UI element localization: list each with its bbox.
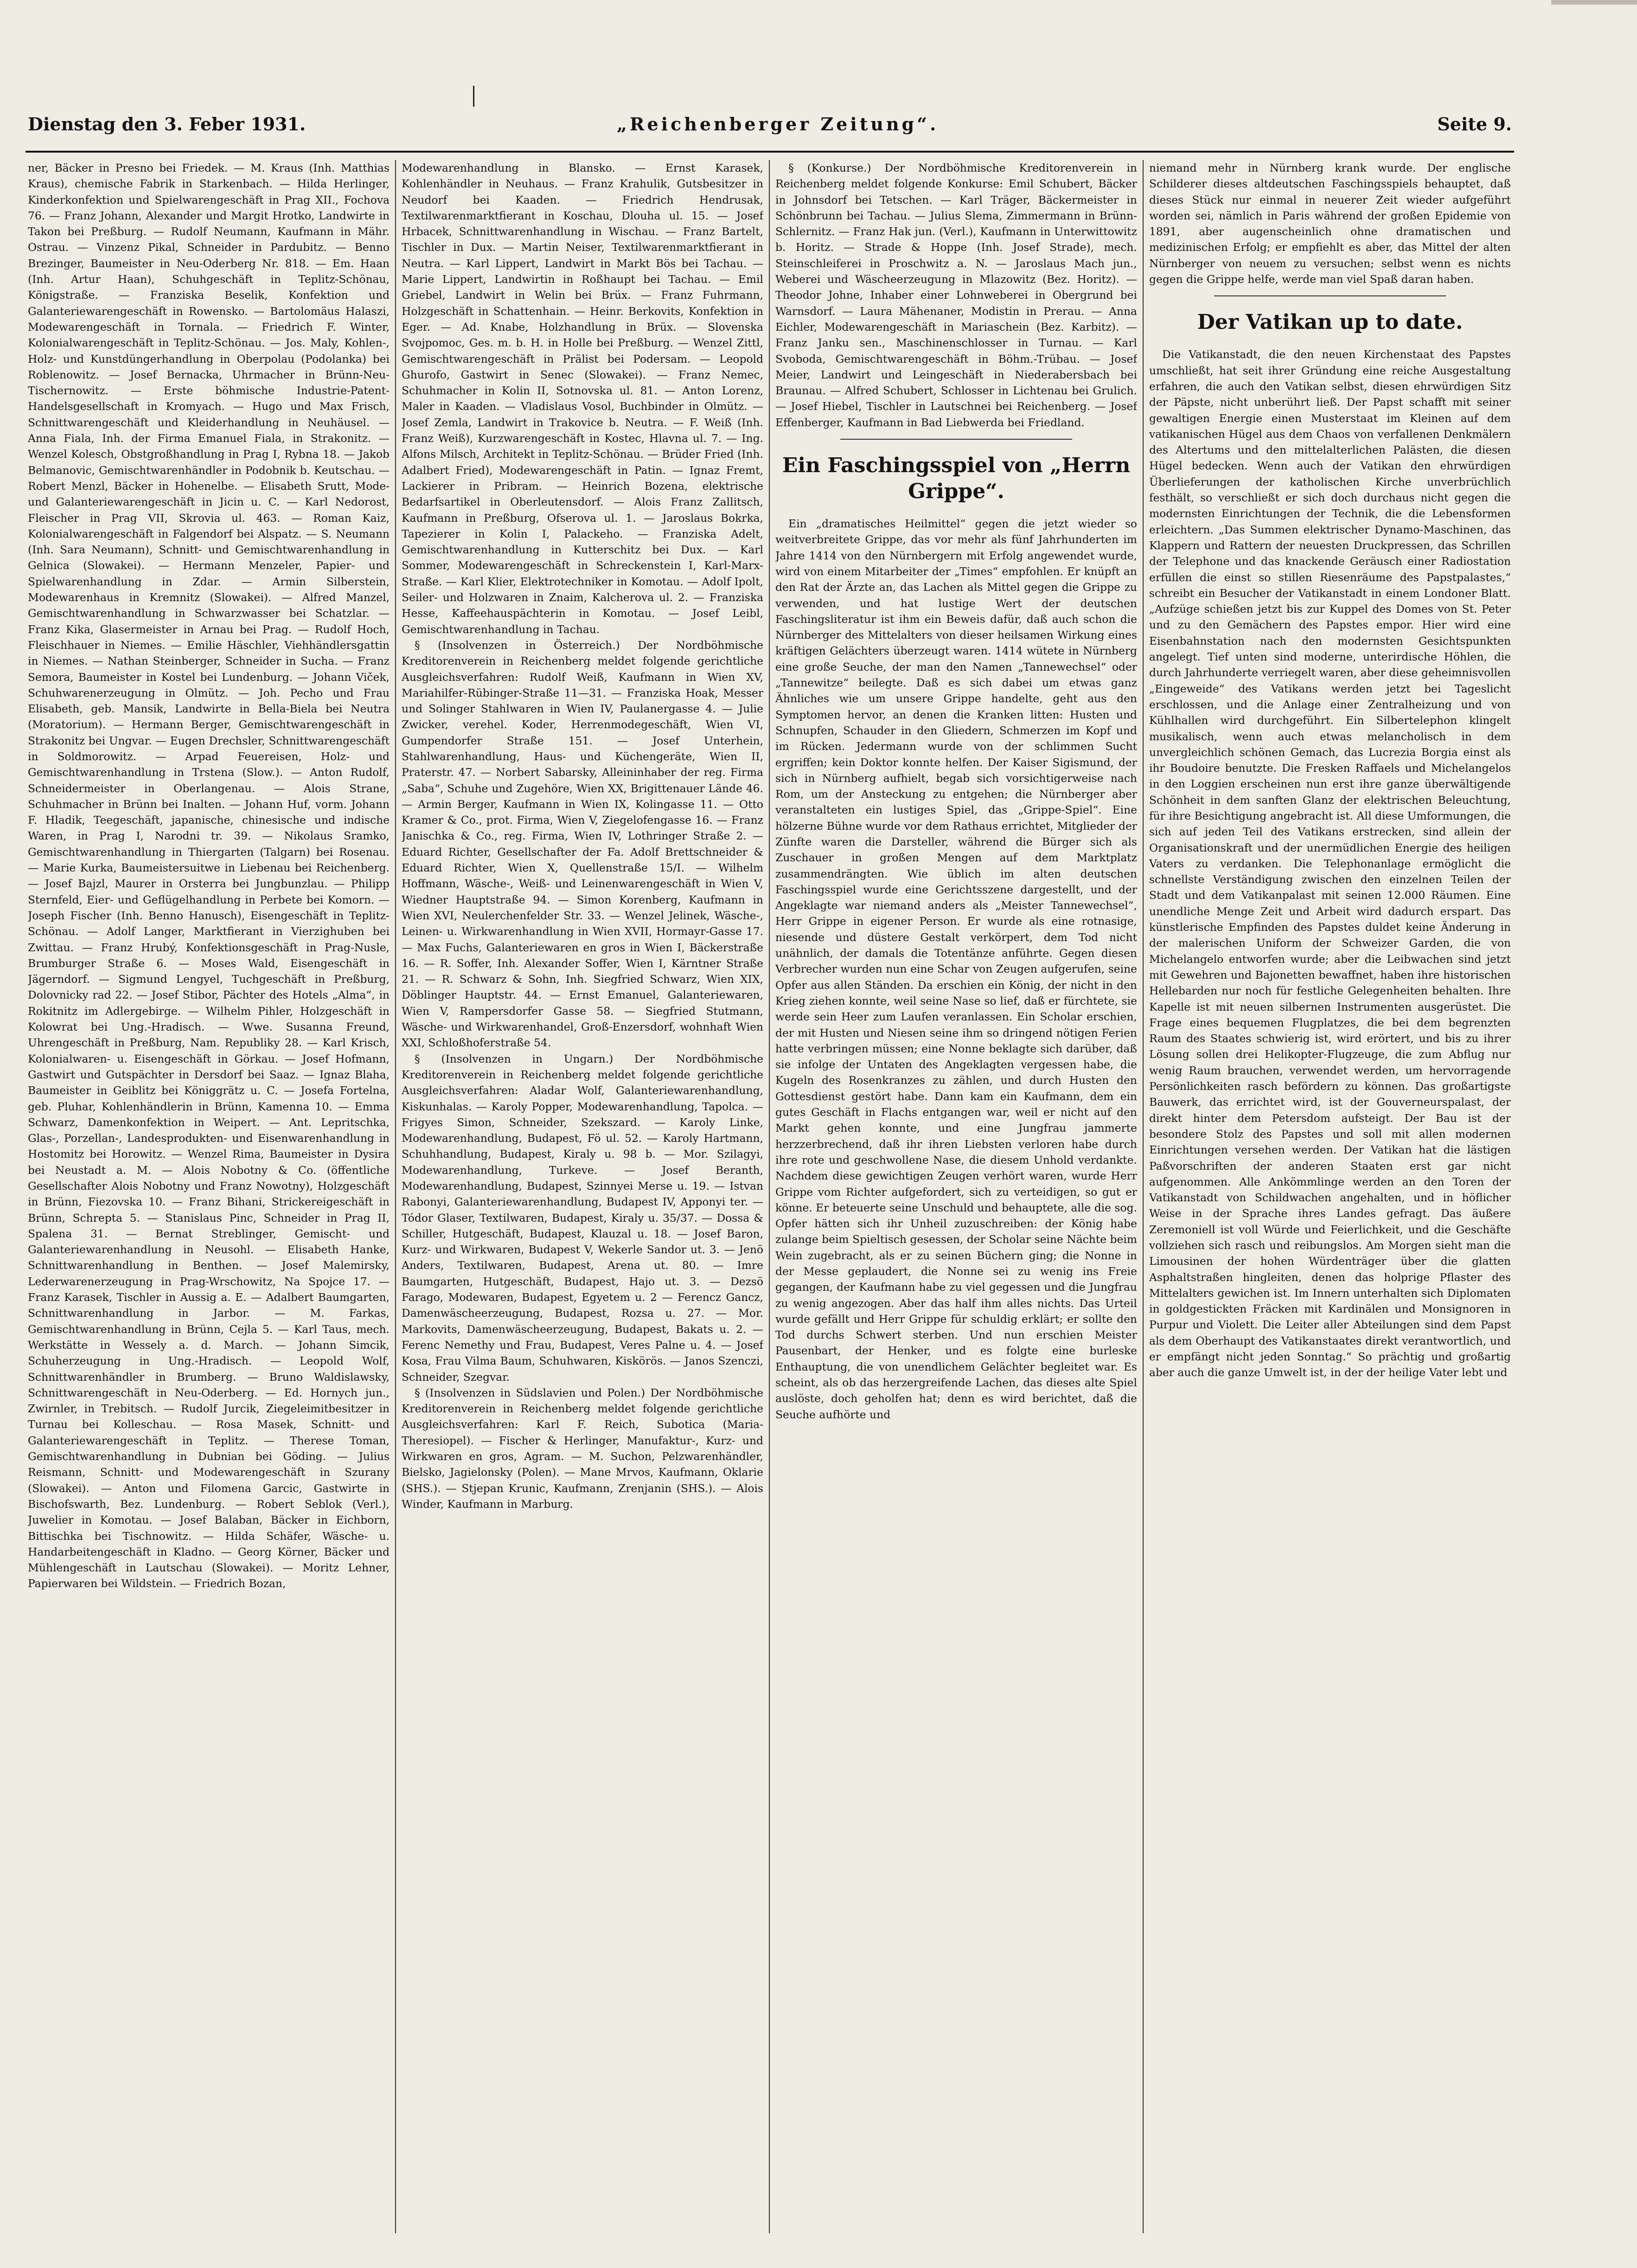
column-1-paragraph: ner, Bäcker in Presno bei Friedek. — M. Kraus (Inh. Matthias Kraus), chemische Fabrik in Starkenbach. — Hilda Herlinger, Kinderkonfektion und Spielwarengeschäft in Prag XII., Fochova 76. — Franz Johann, Alexander und Margit Hrotko, Landwirte in Takon bei Preßburg. — Rudolf Neumann, Kaufmann in Mähr. Ostrau. — Vinzenz Pikal, Schneider in Pardubitz. — Benno Brezinger, Baumeister in Neu-Oderberg Nr. 818. — Em. Haan (Inh. Artur Haan), Schuhgeschäft in Teplitz-Schönau, Königstraße. — Franziska Beselik, Konfektion und Galanteriewarengeschäft in Rowensko. — Bartolomäus Halaszi, Modewarengeschäft in Tornala. — Friedrich F. Winter, Kolonialwarengeschäft in Teplitz-Schönau. — Jos. Maly, Kohlen-, Holz- und Kunstdüngerhandlung in Oberpolau (Podolanka) bei Roblenowitz. — Josef Bernacka, Uhrmacher in Brünn-Neu-Tischernowitz. — Erste böhmische Industrie-Patent-Handelsgesellschaft in Kromyach. — Hugo und Max Frisch, Schnittwarengeschäft und Kleiderhandlung in Neuhäusel. — Anna Fiala, Inh. der Firma Emanuel Fiala, in Strakonitz. — Wenzel Kolesch, Obstgroßhandlung in Prag I, Rybna 18. — Jakob Belmanovic, Gemischtwarenhändler in Podobnik b. Keutschau. — Robert Menzl, Bäcker in Hohenelbe. — Elisabeth Srutt, Mode- und Galanteriewarengeschäft in Jicin u. C. — Karl Nedorost, Fleischer in Prag VII, Skrovia ul. 463. — Roman Kaiz, Kolonialwarengeschäft in Falgendorf bei Alspatz. — S. Neumann (Inh. Sara Neumann), Schnitt- und Gemischtwarenhandlung in Gelnica (Slowakei). — Hermann Menzeler, Papier- und Spielwarenhandlung in Zdar. — Armin Silberstein, Modewarenhaus in Kremnitz (Slowakei). — Alfred Manzel, Gemischtwarenhandlung in Schwarzwasser bei Schatzlar. — Franz Kika, Glasermeister in Arnau bei Prag. — Rudolf Hoch, Fleischhauer in Niemes. — Emilie Häschler, Viehhändlersgattin in Niemes. — Nathan Steinberger, Schneider in Sucha. — Franz Semora, Baumeister in Kostel bei Lundenburg. — Johann Viček, Schuhwarenerzeugung in Olmütz. — Joh. Pecho und Frau Elisabeth, geb. Mansik, Landwirte in Bella-Biela bei Neutra (Moratorium). — Hermann Berger, Gemischtwarengeschäft in Strakonitz bei Ungvar. — Eugen Drechsler, Schnittwarengeschäft in Soldmorowitz. — Arpad Feuereisen, Holz- und Gemischtwarenhandlung in Trstena (Slow.). — Anton Rudolf, Schneidermeister in Oberlangenau. — Alois Strane, Schuhmacher in Brünn bei Inalten. — Johann Huf, vorm. Johann F. Hladik, Teegeschäft, japanische, chinesische und indische Waren, in Prag I, Narodni tr. 39. — Nikolaus Sramko, Gemischtwarenhandlung in Thiergarten (Talgarn) bei Rosenau. — Marie Kurka, Baumeistersuitwe in Liebenau bei Reichenberg. — Josef Bajzl, Maurer in Orsterra bei Jungbunzlau. — Philipp Sternfeld, Eier- und Geflügelhandlung in Perbete bei Komorn. — Joseph Fischer (Inh. Benno Hanusch), Eisengeschäft in Teplitz-Schönau. — Adolf Langer, Marktfierant in Vierzighuben bei Zwittau. — Franz Hrubý, Konfektionsgeschäft in Prag-Nusle, Brumburger Straße 6. — Moses Wald, Eisengeschäft in Jägerndorf. — Sigmund Lengyel, Tuchgeschäft in Preßburg, Dolovnicky rad 22. — Josef Stibor, Pächter des Hotels „Alma“, in Rokitnitz im Adlergebirge. — Wilhelm Pihler, Holzgeschäft in Kolowrat bei Ung.-Hradisch. — Wwe. Susanna Freund, Uhrengeschäft in Preßburg, Nam. Republiky 28. — Karl Krisch, Kolonialwaren- u. Eisengeschäft in Görkau. — Josef Hofmann, Gastwirt und Gutspächter in Dersdorf bei Saaz. — Ignaz Blaha, Baumeister in Geiblitz bei Königgrätz u. C. — Josefa Fortelna, geb. Pluhar, Kohlenhändlerin in Brünn, Kamenna 10. — Emma Schwarz, Damenkonfektion in Weipert. — Ant. Lepritschka, Glas-, Porzellan-, Landesprodukten- und Eisenwarenhandlung in Hostomitz bei Horowitz. — Wenzel Rima, Baumeister in Dysira bei Neustadt a. M. — Alois Nobotny & Co. (öffentliche Gesellschafter Alois Nobotny und Franz Nowotny), Holzgeschäft in Brünn, Fiezovska 10. — Franz Bihani, Strickereigeschäft in Brünn, Schrepta 5. — Stanislaus Pinc, Schneider in Prag II, Spalena 31. — Bernat Streblinger, Gemischt- und Galanteriewarenhandlung in Neusohl. — Elisabeth Hanke, Schnittwarenhandlung in Benthen. — Josef Malemirsky, Lederwarenerzeugung in Prag-Wrschowitz, Na Spojce 17. — Franz Karasek, Tischler in Aussig a. E. — Adalbert Baumgarten, Schnittwarenhandlung in Jarbor. — M. Farkas, Gemischtwarenhandlung in Brünn, Cejla 5. — Karl Taus, mech. Werkstätte in Wessely a. d. March. — Johann Simcik, Schuherzeugung in Ung.-Hradisch. — Leopold Wolf, Schnittwarenhändler in Brumberg. — Bruno Waldislawsky, Schnittwarengeschäft in Neu-Oderberg. — Ed. Hornych jun., Zwirnler, in Trebitsch. — Rudolf Jurcik, Ziegeleimitbesitzer in Turnau bei Kolleschau. — Rosa Masek, Schnitt- und Galanteriewarengeschäft in Teplitz. — Therese Toman, Gemischtwarenhandlung in Dubnian bei Göding. — Julius Reismann, Schnitt- und Modewarengeschäft in Szurany (Slowakei). — Anton und Filomena Garcic, Gastwirte in Bischofswarth, Bez. Lundenburg. — Robert Seblok (Verl.), Juwelier in Komotau. — Josef Balaban, Bäcker in Eichborn, Bittischka bei Tischnowitz. — Hilda Schäfer, Wäsche- u. Handarbeitengeschäft in Kladno. — Georg Körner, Bäcker und Mühlengeschäft in Lautschau (Slowakei). — Moritz Lehner, Papierwaren bei Wildstein. — Friedrich Bozan, [28, 161, 390, 1590]
column-4-article-paragraph: Die Vatikanstadt, die den neuen Kirchenstaat des Papstes umschließt, hat seit ihrer Gründung eine reiche Ausgestaltung erfahren, die auch den Vatikan selbst, diesen ehrwürdigen Sitz der Päpste, nicht unberührt ließ. Der Papst schafft mit seiner gewaltigen Energie einen Musterstaat im Kleinen auf dem vatikanischen Hügel aus dem Chaos von verfallenen Denkmälern des Altertums und den mittelalterlichen Palästen, die diesen Hügel bedecken. Wenn auch der Vatikan den ehrwürdigen Überlieferungen der katholischen Kirche unverbrüchlich festhält, so verschließt er sich doch durchaus nicht gegen die modernsten Einrichtungen der Technik, die die Lebensformen erleichtern. „Das Summen elektrischer Dynamo-Maschinen, das Klappern und Rattern der neuesten Druckpressen, das Schrillen der Telephone und das knackende Geräusch einer Radiostation erfüllen die einst so stillen Riesenräume des Papstpalastes,“ schreibt ein Besucher der Vatikanstadt in einem Londoner Blatt. „Aufzüge schießen jetzt bis zur Kuppel des Domes von St. Peter und zu den Gemächern des Papstes empor. Hier wird eine Eisenbahnstation nach den modernsten Gesichtspunkten angelegt. Tief unten sind moderne, unterirdische Höhlen, die durch Jahrhunderte verriegelt waren, aber diese geheimnisvollen „Eingeweide“ des Vatikans werden jetzt bei Tageslicht erschlossen, und die Anlage einer Zentralheizung und von Kühlhallen wird durchgeführt. Ein Silbertelephon klingelt musikalisch, wenn auch etwas melancholisch in dem unvergleichlich schönen Gemach, das Lucrezia Borgia einst als ihr Boudoire benutzte. Die Fresken Raffaels und Michelangelos in den Loggien erscheinen nun erst ihre ganze überwältigende Schönheit in dem sanften Glanz der elektrischen Beleuchtung, für ihre Besichtigung angebracht ist. All diese Umformungen, die sich auf jeden Teil des Vatikans erstrecken, sind allein der Organisationskraft und der unermüdlichen Energie des heiligen Vaters zu verdanken. Die Telephonanlage ermöglicht die schnellste Verständigung zwischen den einzelnen Teilen der Stadt und dem Vatikanpalast mit seinen 12.000 Räumen. Eine unendliche Menge Zeit und Arbeit wird dadurch erspart. Das künstlerische Empfinden des Papstes duldet keine Änderung in der malerischen Uniform der Schweizer Garden, die von Michelangelo entworfen wurde; aber die Leibwachen sind jetzt mit Gewehren und Bajonetten bewaffnet, haben ihre historischen Hellebarden nur noch für festliche Gelegenheiten behalten. Ihre Kapelle ist mit neuen silbernen Instrumenten ausgerüstet. Die Frage eines bequemen Flugplatzes, die bei dem begrenzten Raum des Staates schwierig ist, wird erörtert, und bis zu ihrer Lösung sollen drei Helikopter-Flugzeuge, die zum Abflug nur wenig Raum brauchen, verwendet werden, um hervorragende Persönlichkeiten rasch befördern zu können. Das großartigste Bauwerk, das errichtet wird, ist der Gouverneurspalast, der direkt hinter dem Petersdom aufsteigt. Der Bau ist der besondere Stolz des Papstes und soll mit allen modernen Einrichtungen versehen werden. Der Vatikan hat die lästigen Paßvorschriften der anderen Staaten erst gar nicht aufgenommen. Alle Ankömmlinge werden an den Toren der Vatikanstadt von Schildwachen angehalten, und in höflicher Weise in der Sprache ihres Landes gefragt. Das äußere Zeremoniell ist voll Würde und Feierlichkeit, und die Geschäfte vollziehen sich rasch und reibungslos. Am Morgen sieht man die Limousinen der hohen Würdenträger über die glatten Asphaltstraßen hingleiten, denen das holprige Pflaster des Mittelalters gewichen ist. Im Innern unterhalten sich Diplomaten in goldgestickten Fräcken mit Kardinälen und Monsignoren in Purpur und Violett. Die Leiter aller Abteilungen sind dem Papst als dem Oberhaupt des Vatikanstaates direkt verantwortlich, und er empfängt nicht jeden Sonntag.“ So prächtig und großartig aber auch die ganze Umwelt ist, in der der heilige Vater lebt und [1149, 348, 1511, 1379]
column-2-paragraph: Modewarenhandlung in Blansko. — Ernst Karasek, Kohlenhändler in Neuhaus. — Franz Krahulik, Gutsbesitzer in Neudorf bei Kaaden. — Friedrich Hendrusak, Textilwarenmarktfierant in Koschau, Dlouha ul. 15. — Josef Hrbacek, Schnittwarenhandlung in Wischau. — Franz Bartelt, Tischler in Dux. — Martin Neiser, Textilwarenmarktfierant in Neutra. — Karl Lippert, Landwirt in Markt Bös bei Tachau. — Marie Lippert, Landwirtin in Roßhaupt bei Tachau. — Emil Griebel, Landwirt in Welin bei Brüx. — Franz Fuhrmann, Holzgeschäft in Schattenhain. — Heinr. Berkovits, Konfektion in Eger. — Ad. Knabe, Holzhandlung in Brüx. — Slovenska Svojpomoc, Ges. m. b. H. in Holle bei Preßburg. — Wenzel Zittl, Gemischtwarengeschäft in Prälist bei Podersam. — Leopold Ghurofo, Gastwirt in Senec (Slowakei). — Franz Nemec, Schuhmacher in Kolin II, Sotnovska ul. 81. — Anton Lorenz, Maler in Kaaden. — Vladislaus Vosol, Buchbinder in Olmütz. — Josef Zemla, Landwirt in Trakovice b. Neutra. — F. Weiß (Inh. Franz Weiß), Kurzwarengeschäft in Kostec, Hlavna ul. 7. — Ing. Alfons Milsch, Architekt in Teplitz-Schönau. — Brüder Fried (Inh. Adalbert Fried), Modewarengeschäft in Patin. — Ignaz Fremt, Lackierer in Pribram. — Heinrich Bozena, elektrische Bedarfsartikel in Oberleutensdorf. — Alois Franz Zallitsch, Kaufmann in Preßburg, Ofserova ul. 1. — Jaroslaus Bokrka, Tapezierer in Kolin I, Palackeho. — Franziska Adelt, Gemischtwarenhandlung in Kutterschitz bei Dux. — Karl Sommer, Modewarengeschäft in Schreckenstein I, Karl-Marx-Straße. — Karl Klier, Elektrotechniker in Komotau. — Adolf Ipolt, Seiler- und Holzwaren in Znaim, Kalcherova ul. 2. — Franziska Hesse, Kaffeehauspächterin in Komotau. — Josef Leibl, Gemischtwarenhandlung in Tachau. [402, 161, 763, 636]
column-2-paragraph: § (Insolvenzen in Südslavien und Polen.) Der Nordböhmische Kreditorenverein in Reichenberg meldet folgende gerichtliche Ausgleichsverfahren: Karl F. Reich, Subotica (Maria-Theresiopel). — Fischer & Herlinger, Manufaktur-, Kurz- und Wirkwaren en gros, Agram. — M. Suchon, Pelzwarenhändler, Bielsko, Jagielonsky (Polen). — Mane Mrvos, Kaufmann, Oklarie (SHS.). — Stjepan Krunic, Kaufmann, Zrenjanin (SHS.). — Alois Winder, Kaufmann in Marburg. [402, 1386, 763, 1511]
column-3-article-paragraph: Ein „dramatisches Heilmittel“ gegen die jetzt wieder so weitverbreitete Grippe, das vor mehr als fünf Jahrhunderten im Jahre 1414 von den Nürnbergern mit Erfolg angewendet wurde, wird von einem Mitarbeiter der „Times“ empfohlen. Er knüpft an den Rat der Ärzte an, das Lachen als Mittel gegen die Grippe zu verwenden, und hat lustige Wert der deutschen Faschingsliteratur ist ihm ein Beweis dafür, daß auch schon die Nürnberger des Mittelalters von dieser heilsamen Wirkung eines kräftigen Gelächters überzeugt waren. 1414 wütete in Nürnberg eine große Seuche, der man den Namen „Tannewechsel“ oder „Tannewitze“ beilegte. Daß es sich dabei um etwas ganz Ähnliches wie um unsere Grippe handelte, geht aus den Symptomen hervor, an denen die Kranken litten: Husten und Schnupfen, Schauder in den Gliedern, Schmerzen im Kopf und im Rücken. Jedermann wurde von der schlimmen Sucht ergriffen; kein Doktor konnte helfen. Der Kaiser Sigismund, der sich in Nürnberg aufhielt, begab sich vorsichtigerweise nach Rom, um der Ansteckung zu entgehen; die Nürnberger aber veranstalteten ein lustiges Spiel, das „Grippe-Spiel“. Eine hölzerne Bühne wurde vor dem Rathaus errichtet, Mitglieder der Zünfte waren die Darsteller, während die Bürger sich als Zuschauer in großen Mengen auf dem Marktplatz zusammendrängten. Wie üblich im alten deutschen Faschingsspiel wurde eine Gerichtsszene dargestellt, und der Angeklagte war niemand anders als „Meister Tannewechsel“, Herr Grippe in eigener Person. Er wurde als eine rotnasige, niesende und düstere Gestalt verkörpert, dem Tod nicht unähnlich, der damals die Totentänze anführte. Gegen diesen Verbrecher wurden nun eine Schar von Zeugen aufgerufen, seine Opfer aus allen Ständen. Da erschien ein König, der nicht in den Krieg ziehen konnte, weil seine Nase so lief, daß er fürchtete, sie werde sein Heer zum Laufen veranlassen. Ein Scholar erschien, der mit Husten und Niesen seine ihm so dringend nötigen Ferien hatte verbringen müssen; eine Nonne beklagte sich darüber, daß sie infolge der Untaten des Angeklagten vergessen habe, die Kugeln des Rosenkranzes zu zählen, und durch Husten den Gottesdienst gestört habe. Dann kam ein Kaufmann, dem ein gutes Geschäft in Flachs entgangen war, weil er nicht auf den Markt gehen konnte, und eine Jungfrau jammerte herzzerbrechend, daß ihr ihren Liebsten verloren habe durch ihre rote und geschwollene Nase, die diesem Unhold verdankte. Nachdem diese gewichtigen Zeugen verhört waren, wurde Herr Grippe vom Richter aufgefordert, sich zu verteidigen, so gut er könne. Er beteuerte seine Unschuld und behauptete, alle die sog. Opfer hätten sich ihr Unheil zuzuschreiben: der König habe zulange beim Spieltisch gesessen, der Scholar seine Nächte beim Wein zugebracht, als er zu seinen Büchern ging; die Nonne in der Messe geplaudert, die Nonne sei zu wenig ins Freie gegangen, der Kaufmann habe zu viel gegessen und die Jungfrau zu wenig angezogen. Aber das half ihm alles nichts. Das Urteil wurde gefällt und Herr Grippe für schuldig erklärt; er sollte den Tod durchs Schwert sterben. Und nun erschien Meister Pausenbart, der Henker, und es folgte eine burleske Enthauptung, die von unendlichem Gelächter begleitet war. Es scheint, als ob das herzergreifende Lachen, das dieses alte Spiel auslöste, doch geholfen hat; denn es wird berichtet, daß die Seuche aufhörte und [775, 517, 1137, 1421]
header-newspaper-title: „Reichenberger Zeitung“. [617, 114, 939, 135]
column-divider [769, 160, 770, 2233]
column-4 [1149, 160, 1511, 2233]
column-2 [402, 160, 763, 2233]
column-3-paragraph: § (Konkurse.) Der Nordböhmische Kreditorenverein in Reichenberg meldet folgende Konkurse: Emil Schubert, Bäcker in Johnsdorf bei Tetschen. — Karl Träger, Bäckermeister in Schönbrunn bei Tachau. — Julius Slema, Zimmermann in Brünn-Schlernitz. — Franz Hak jun. (Verl.), Kaufmann in Unterwittowitz b. Horitz. — Strade & Hoppe (Inh. Josef Strade), mech. Steinschleiferei in Proschwitz a. N. — Jaroslaus Mach jun., Weberei und Wäscheerzeugung in Mlazowitz (Bez. Horitz). — Theodor Johne, Inhaber einer Lohnweberei in Obergrund bei Warnsdorf. — Laura Mähenaner, Modistin in Prerau. — Anna Eichler, Modewarengeschäft in Mariaschein (Bez. Karbitz). — Franz Janku sen., Maschinenschlosser in Turnau. — Karl Svoboda, Gemischtwarengeschäft in Böhm.-Trübau. — Josef Meier, Landwirt und Leingeschäft in Niederabersbach bei Braunau. — Alfred Schubert, Schlosser in Lichtenau bei Grulich. — Josef Hiebel, Tischler in Lautschnei bei Reichenberg. — Josef Effenberger, Kaufmann in Bad Liebwerda bei Friedland. [775, 161, 1137, 429]
column-divider [1143, 160, 1144, 2233]
column-4-paragraph: niemand mehr in Nürnberg krank wurde. Der englische Schilderer dieses altdeutschen Faschingsspiels behauptet, daß dieses Stück nur einmal in neuerer Zeit wieder aufgeführt worden sei, nämlich in Paris während der großen Epidemie von 1891, aber augenscheinlich ohne dramatischen und medizinischen Erfolg; er empfiehlt es aber, das Mittel der alten Nürnberger von neuem zu versuchen; selbst wenn es nichts gegen die Grippe helfe, werde man viel Spaß daran haben. [1149, 161, 1511, 286]
column-2-paragraph: § (Insolvenzen in Österreich.) Der Nordböhmische Kreditorenverein in Reichenberg meldet folgende gerichtliche Ausgleichsverfahren: Rudolf Weiß, Kaufmann in Wien XV, Mariahilfer-Rübinger-Straße 11—31. — Franziska Hoak, Messer und Solinger Stahlwaren in Wien IV, Paulanergasse 4. — Julie Zwicker, verehel. Koder, Herrenmodegeschäft, Wien VI, Gumpendorfer Straße 151. — Josef Unterhein, Stahlwarenhandlung, Haus- und Küchengeräte, Wien II, Praterstr. 47. — Norbert Sabarsky, Alleininhaber der reg. Firma „Saba“, Schuhe und Zugehöre, Wien XX, Brigittenauer Lände 46. — Armin Berger, Kaufmann in Wien IX, Kolingasse 11. — Otto Kramer & Co., prot. Firma, Wien V, Ziegelofengasse 16. — Franz Janischka & Co., reg. Firma, Wien IV, Lothringer Straße 2. — Eduard Richter, Gesellschafter der Fa. Adolf Brettschneider & Eduard Richter, Wien X, Quellenstraße 15/I. — Wilhelm Hoffmann, Wäsche-, Weiß- und Leinenwarengeschäft in Wien V, Wiedner Hauptstraße 94. — Simon Korenberg, Kaufmann in Wien XVI, Neulerchenfelder Str. 33. — Wenzel Jelinek, Wäsche-, Leinen- u. Wirkwarenhandlung in Wien XVII, Hormayr-Gasse 17. — Max Fuchs, Galanteriewaren en gros in Wien I, Bäckerstraße 16. — R. Soffer, Inh. Alexander Soffer, Wien I, Kärntner Straße 21. — R. Schwarz & Sohn, Inh. Siegfried Schwarz, Wien XIX, Döblinger Hauptstr. 44. — Ernst Emanuel, Galanteriewaren, Wien V, Rampersdorfer Gasse 58. — Siegfried Stutmann, Wäsche- und Wirkwarenhandel, Groß-Enzersdorf, wohnhaft Wien XXI, Schloßhoferstraße 54. [402, 638, 763, 1050]
page-header [28, 114, 1512, 141]
margin-pencil-mark [473, 86, 474, 107]
column-divider [395, 160, 396, 2233]
header-date: Dienstag den 3. Feber 1931. [28, 114, 306, 135]
column-1 [28, 160, 390, 2233]
header-rule [26, 151, 1514, 153]
article-headline: Ein Faschingsspiel von „Herrn Grippe“. [782, 454, 1131, 504]
header-page-number: Seite 9. [1437, 114, 1512, 135]
column-3 [775, 160, 1137, 2233]
article-separator [840, 439, 1072, 440]
column-2-paragraph: § (Insolvenzen in Ungarn.) Der Nordböhmische Kreditorenverein in Reichenberg meldet folgende gerichtliche Ausgleichsverfahren: Aladar Wolf, Galanteriewarenhandlung, Kiskunhalas. — Karoly Popper, Modewarenhandlung, Tapolca. — Frigyes Simon, Schneider, Szekszard. — Karoly Linke, Modewarenhandlung, Budapest, Fö ul. 52. — Karoly Hartmann, Schuhhandlung, Budapest, Kiraly u. 98 b. — Mor. Szilagyi, Modewarenhandlung, Turkeve. — Josef Beranth, Modewarenhandlung, Budapest, Szinnyei Merse u. 19. — Istvan Rabonyi, Galanteriewarenhandlung, Budapest IV, Apponyi ter. — Tódor Glaser, Textilwaren, Budapest, Kiraly u. 35/37. — Dossa & Schiller, Hutgeschäft, Budapest, Klauzal u. 18. — Josef Baron, Kurz- und Wirkwaren, Budapest V, Wekerle Sandor ut. 3. — Jenö Anders, Textilwaren, Budapest, Arena ut. 80. — Imre Baumgarten, Hutgeschäft, Budapest, Hajo ut. 3. — Dezsö Farago, Modewaren, Budapest, Egyetem u. 2 — Ferencz Gancz, Damenwäscheerzeugung, Budapest, Rozsa u. 27. — Mor. Markovits, Damenwäscheerzeugung, Budapest, Bakats u. 2. — Ferenc Nemethy und Frau, Budapest, Veres Palne u. 4. — Josef Kosa, Frau Vilma Baum, Schuhwaren, Kiskörös. — Janos Szenczi, Schneider, Szegvar. [402, 1052, 763, 1384]
article-headline: Der Vatikan up to date. [1197, 310, 1463, 334]
scan-edge-mark [1551, 0, 1637, 5]
article-separator [1214, 295, 1446, 296]
